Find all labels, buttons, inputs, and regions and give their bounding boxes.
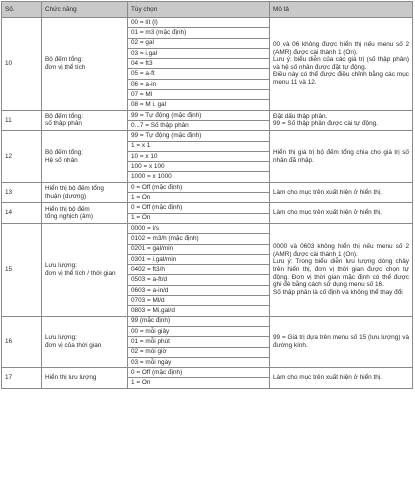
option-cell: 0703 = Ml/d: [128, 296, 270, 306]
option-cell: 0402 = ft3/h: [128, 265, 270, 275]
option-cell: 0000 = l/s: [128, 223, 270, 233]
header-no: Số.: [2, 2, 42, 18]
table-row: [2, 131, 413, 141]
function-cell: Hiển thị bộ đếm tổng thuận (dương): [42, 182, 128, 203]
header-row: [2, 2, 413, 18]
table-body: [2, 18, 413, 389]
option-cell: 0803 = Mi.gal/d: [128, 306, 270, 316]
option-cell: 0301 = i.gal/min: [128, 254, 270, 264]
option-cell: 99 (mặc định): [128, 316, 270, 326]
row-number: 14: [2, 203, 42, 224]
table-row: [2, 203, 413, 213]
description-cell: Làm cho mục trên xuất hiện ở hiển thị.: [270, 182, 413, 203]
option-cell: 100 = x 100: [128, 162, 270, 172]
settings-table: [1, 1, 413, 389]
description-cell: 99 = Giá trị dựa trên menu số 15 (lưu lượng) và đường kính.: [270, 316, 413, 367]
option-cell: 0 = Off (mặc định): [128, 203, 270, 213]
table-row: [2, 223, 413, 233]
option-cell: 99 = Tự động (mặc định): [128, 131, 270, 141]
table-row: [2, 316, 413, 326]
option-cell: 1 = On: [128, 213, 270, 223]
function-cell: Bộ đếm tổng: Hệ số nhân: [42, 131, 128, 182]
option-cell: 0 = Off (mặc định): [128, 368, 270, 378]
option-cell: 03 = i.gal: [128, 48, 270, 58]
option-cell: 08 = M i. gal: [128, 100, 270, 110]
header-function: Chức năng: [42, 2, 128, 18]
option-cell: 02 = mỗi giờ: [128, 347, 270, 357]
table-row: [2, 18, 413, 28]
option-cell: 0503 = a-ft/d: [128, 275, 270, 285]
table-row: [2, 182, 413, 192]
option-cell: 1 = On: [128, 378, 270, 388]
option-cell: 0201 = gal/min: [128, 244, 270, 254]
row-number: 12: [2, 131, 42, 182]
function-cell: Hiển thị bộ đếm tổng nghịch (âm): [42, 203, 128, 224]
description-cell: 00 và 06 không được hiển thị nếu menu số 2 (AMR) được cài thành 1 (On). Lưu ý: biểu diễn của các giá trị (số thập phân) và hệ số nhân được đặt tự động. Điều này có thể được điều chỉnh bằng các mục menu 11 và 12.: [270, 18, 413, 111]
option-cell: 99 = Tự động (mặc định): [128, 110, 270, 120]
option-cell: 04 = ft3: [128, 59, 270, 69]
option-cell: 0102 = m3/h (mặc định): [128, 234, 270, 244]
row-number: 10: [2, 18, 42, 111]
option-cell: 00 = mỗi giây: [128, 326, 270, 336]
function-cell: Hiển thị lưu lượng: [42, 368, 128, 389]
function-cell: Bộ đếm tổng: đơn vị thể tích: [42, 18, 128, 111]
option-cell: 02 = gal: [128, 38, 270, 48]
option-cell: 0...7 = Số thập phân: [128, 120, 270, 130]
function-cell: Lưu lượng: đơn vị của thời gian: [42, 316, 128, 367]
option-cell: 1 = On: [128, 193, 270, 203]
table-row: [2, 110, 413, 120]
description-cell: Làm cho mục trên xuất hiện ở hiển thị.: [270, 203, 413, 224]
row-number: 13: [2, 182, 42, 203]
row-number: 16: [2, 316, 42, 367]
row-number: 11: [2, 110, 42, 131]
header-options: Tùy chọn: [128, 2, 270, 18]
function-cell: Bộ đếm tổng: số thập phân: [42, 110, 128, 131]
option-cell: 01 = mỗi phút: [128, 337, 270, 347]
option-cell: 1000 = x 1000: [128, 172, 270, 182]
row-number: 17: [2, 368, 42, 389]
description-cell: Hiển thị giá trị bộ đếm tổng chia cho giá trị số nhân đã nhập.: [270, 131, 413, 182]
option-cell: 07 = Ml: [128, 90, 270, 100]
option-cell: 1 = x 1: [128, 141, 270, 151]
option-cell: 05 = a-ft: [128, 69, 270, 79]
option-cell: 06 = a-in: [128, 79, 270, 89]
option-cell: 01 = m3 (mặc định): [128, 28, 270, 38]
option-cell: 0603 = a-in/d: [128, 285, 270, 295]
option-cell: 00 = lít (l): [128, 18, 270, 28]
description-cell: Đặt dấu thập phân. 99 = Số thập phân được cài tự động.: [270, 110, 413, 131]
description-cell: Làm cho mục trên xuất hiện ở hiển thị.: [270, 368, 413, 389]
row-number: 15: [2, 223, 42, 316]
option-cell: 03 = mỗi ngày: [128, 357, 270, 367]
option-cell: 10 = x 10: [128, 151, 270, 161]
function-cell: Lưu lượng: đơn vị thể tích / thời gian: [42, 223, 128, 316]
option-cell: 0 = Off (mặc định): [128, 182, 270, 192]
header-description: Mô tả: [270, 2, 413, 18]
description-cell: 0000 và 0603 không hiển thị nếu menu số 2 (AMR) được cài thành 1 (On). Lưu ý: Trong biểu diễn lưu lượng dòng chảy trên hiển thị, đơn vị thời gian được chọn tự động. Đơn vị thời gian mặc định có thể được ghi đè bằng cách sử dụng menu số 16. Số thập phân là cố định và không thể thay đổi: [270, 223, 413, 316]
table-row: [2, 368, 413, 378]
